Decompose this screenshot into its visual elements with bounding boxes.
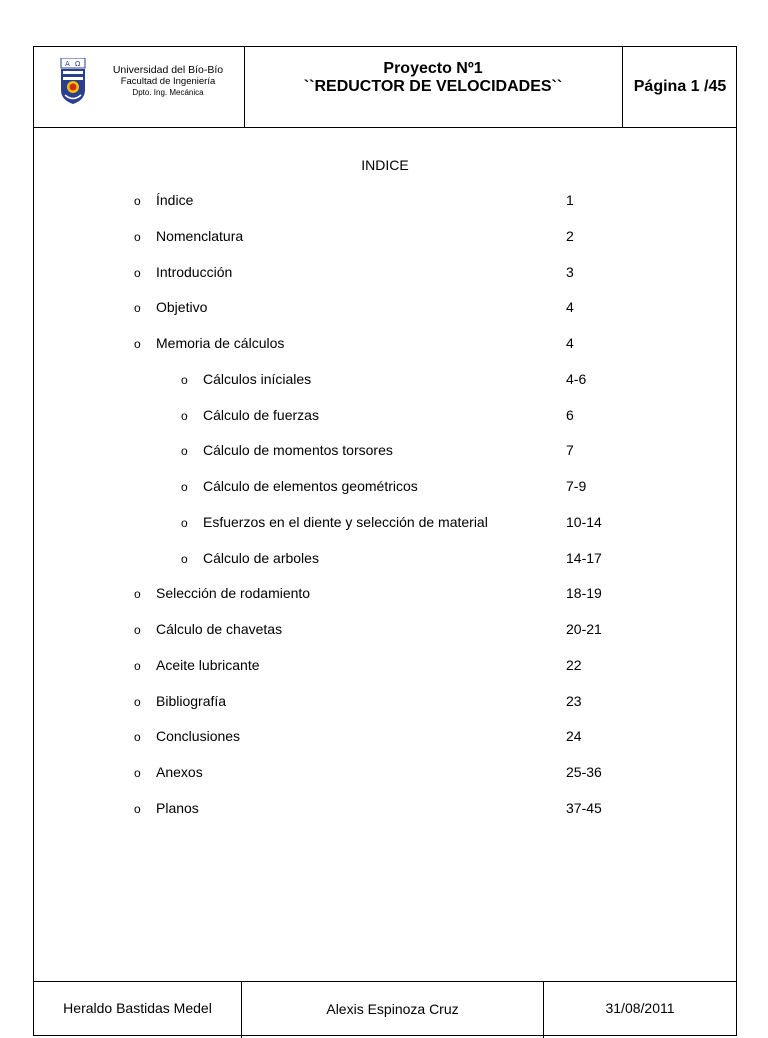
toc-entry-label: Nomenclatura (156, 227, 244, 244)
page-footer (34, 981, 736, 1038)
toc-entry (34, 440, 736, 476)
toc-entry-label: Índice (156, 192, 194, 208)
toc-entry-page: 10-14 (566, 513, 602, 530)
toc-entry-label: Conclusiones (156, 728, 241, 745)
bullet-icon: o (134, 658, 141, 673)
toc-entry (34, 476, 736, 512)
toc-entry-page: 2 (566, 227, 574, 244)
bullet-icon: o (181, 551, 188, 566)
toc-entry-page: 14-17 (566, 549, 602, 566)
toc-entry-label: Introducción (156, 263, 233, 280)
document-page (33, 46, 737, 1036)
toc-entry-label: Anexos (156, 764, 203, 780)
toc-entry-label: Cálculos iníciales (203, 370, 312, 387)
toc-entry-label: Planos (156, 799, 199, 816)
toc-entry (34, 262, 736, 298)
toc-entry-label: Aceite lubricante (156, 656, 260, 673)
toc-entry-label: Esfuerzos en el diente y selección de material (203, 513, 488, 530)
bullet-icon: o (181, 408, 188, 423)
toc-entry-label: Cálculo de fuerzas (203, 406, 319, 423)
svg-text:A: A (65, 60, 70, 68)
bullet-icon: o (134, 337, 141, 351)
project-subtitle: ``REDUCTOR DE VELOCIDADES`` (303, 78, 563, 95)
toc-entry (34, 548, 736, 584)
toc-entry-page: 7 (566, 442, 574, 459)
toc-entry-page: 4 (566, 335, 574, 351)
toc-entry (34, 369, 736, 405)
toc-entry-page: 1 (566, 192, 574, 208)
toc-entry (34, 691, 736, 727)
page-header (34, 47, 736, 128)
bullet-icon: o (181, 444, 188, 459)
university-name: Universidad del Bío-Bío (112, 64, 224, 76)
toc-entry-label: Objetivo (156, 299, 208, 316)
toc-entry-page: 20-21 (566, 621, 602, 637)
table-of-contents (34, 190, 736, 834)
toc-entry-page: 18-19 (566, 585, 602, 602)
bullet-icon: o (134, 694, 141, 709)
toc-entry (34, 726, 736, 762)
bullet-icon: o (181, 480, 188, 494)
project-title-cell (244, 47, 623, 127)
toc-entry-page: 23 (566, 692, 582, 709)
toc-entry (34, 297, 736, 333)
bullet-icon: o (181, 372, 188, 387)
bullet-icon: o (134, 801, 141, 816)
bullet-icon: o (134, 766, 141, 780)
toc-entry (34, 619, 736, 655)
project-title: Proyecto Nº1 (383, 60, 483, 77)
svg-text:Ω: Ω (75, 60, 81, 68)
toc-entry-label: Cálculo de chavetas (156, 621, 283, 637)
university-shield-icon (60, 58, 86, 104)
toc-entry-page: 4-6 (566, 370, 587, 387)
bullet-icon: o (134, 229, 141, 244)
toc-entry (34, 583, 736, 619)
toc-entry (34, 798, 736, 834)
index-title: INDICE (361, 157, 409, 173)
bullet-icon: o (134, 194, 141, 208)
toc-entry (34, 226, 736, 262)
toc-entry-page: 4 (566, 299, 574, 316)
toc-entry-label: Memoria de cálculos (156, 335, 285, 351)
toc-entry (34, 333, 736, 369)
toc-entry-page: 25-36 (566, 764, 602, 780)
toc-entry (34, 762, 736, 798)
toc-entry (34, 512, 736, 548)
toc-entry (34, 190, 736, 226)
toc-entry (34, 655, 736, 691)
bullet-icon: o (134, 301, 141, 316)
toc-entry (34, 405, 736, 441)
bullet-icon: o (181, 515, 188, 530)
toc-entry-page: 6 (566, 406, 574, 423)
toc-entry-page: 22 (566, 656, 582, 673)
department-name: Dpto. Ing. Mecánica (132, 88, 204, 97)
footer-author-2: Alexis Espinoza Cruz (242, 982, 544, 1038)
bullet-icon: o (134, 587, 141, 602)
footer-date: 31/08/2011 (605, 1000, 675, 1016)
toc-entry-label: Cálculo de elementos geométricos (203, 478, 418, 494)
bullet-icon: o (134, 623, 141, 637)
toc-entry-label: Cálculo de arboles (203, 549, 319, 566)
bullet-icon: o (134, 730, 141, 745)
toc-entry-label: Cálculo de momentos torsores (203, 442, 393, 459)
page-number: Página 1 /45 (633, 78, 727, 95)
bullet-icon: o (134, 265, 141, 280)
institution-cell (34, 47, 245, 127)
toc-entry-page: 37-45 (566, 799, 602, 816)
footer-author-1: Heraldo Bastidas Medel (34, 982, 242, 1038)
toc-entry-label: Selección de rodamiento (156, 585, 311, 602)
toc-entry-label: Bibliografía (156, 692, 227, 709)
toc-entry-page: 7-9 (566, 478, 587, 494)
toc-entry-page: 24 (566, 728, 582, 745)
faculty-name: Facultad de Ingeniería (120, 76, 216, 87)
toc-entry-page: 3 (566, 263, 574, 280)
